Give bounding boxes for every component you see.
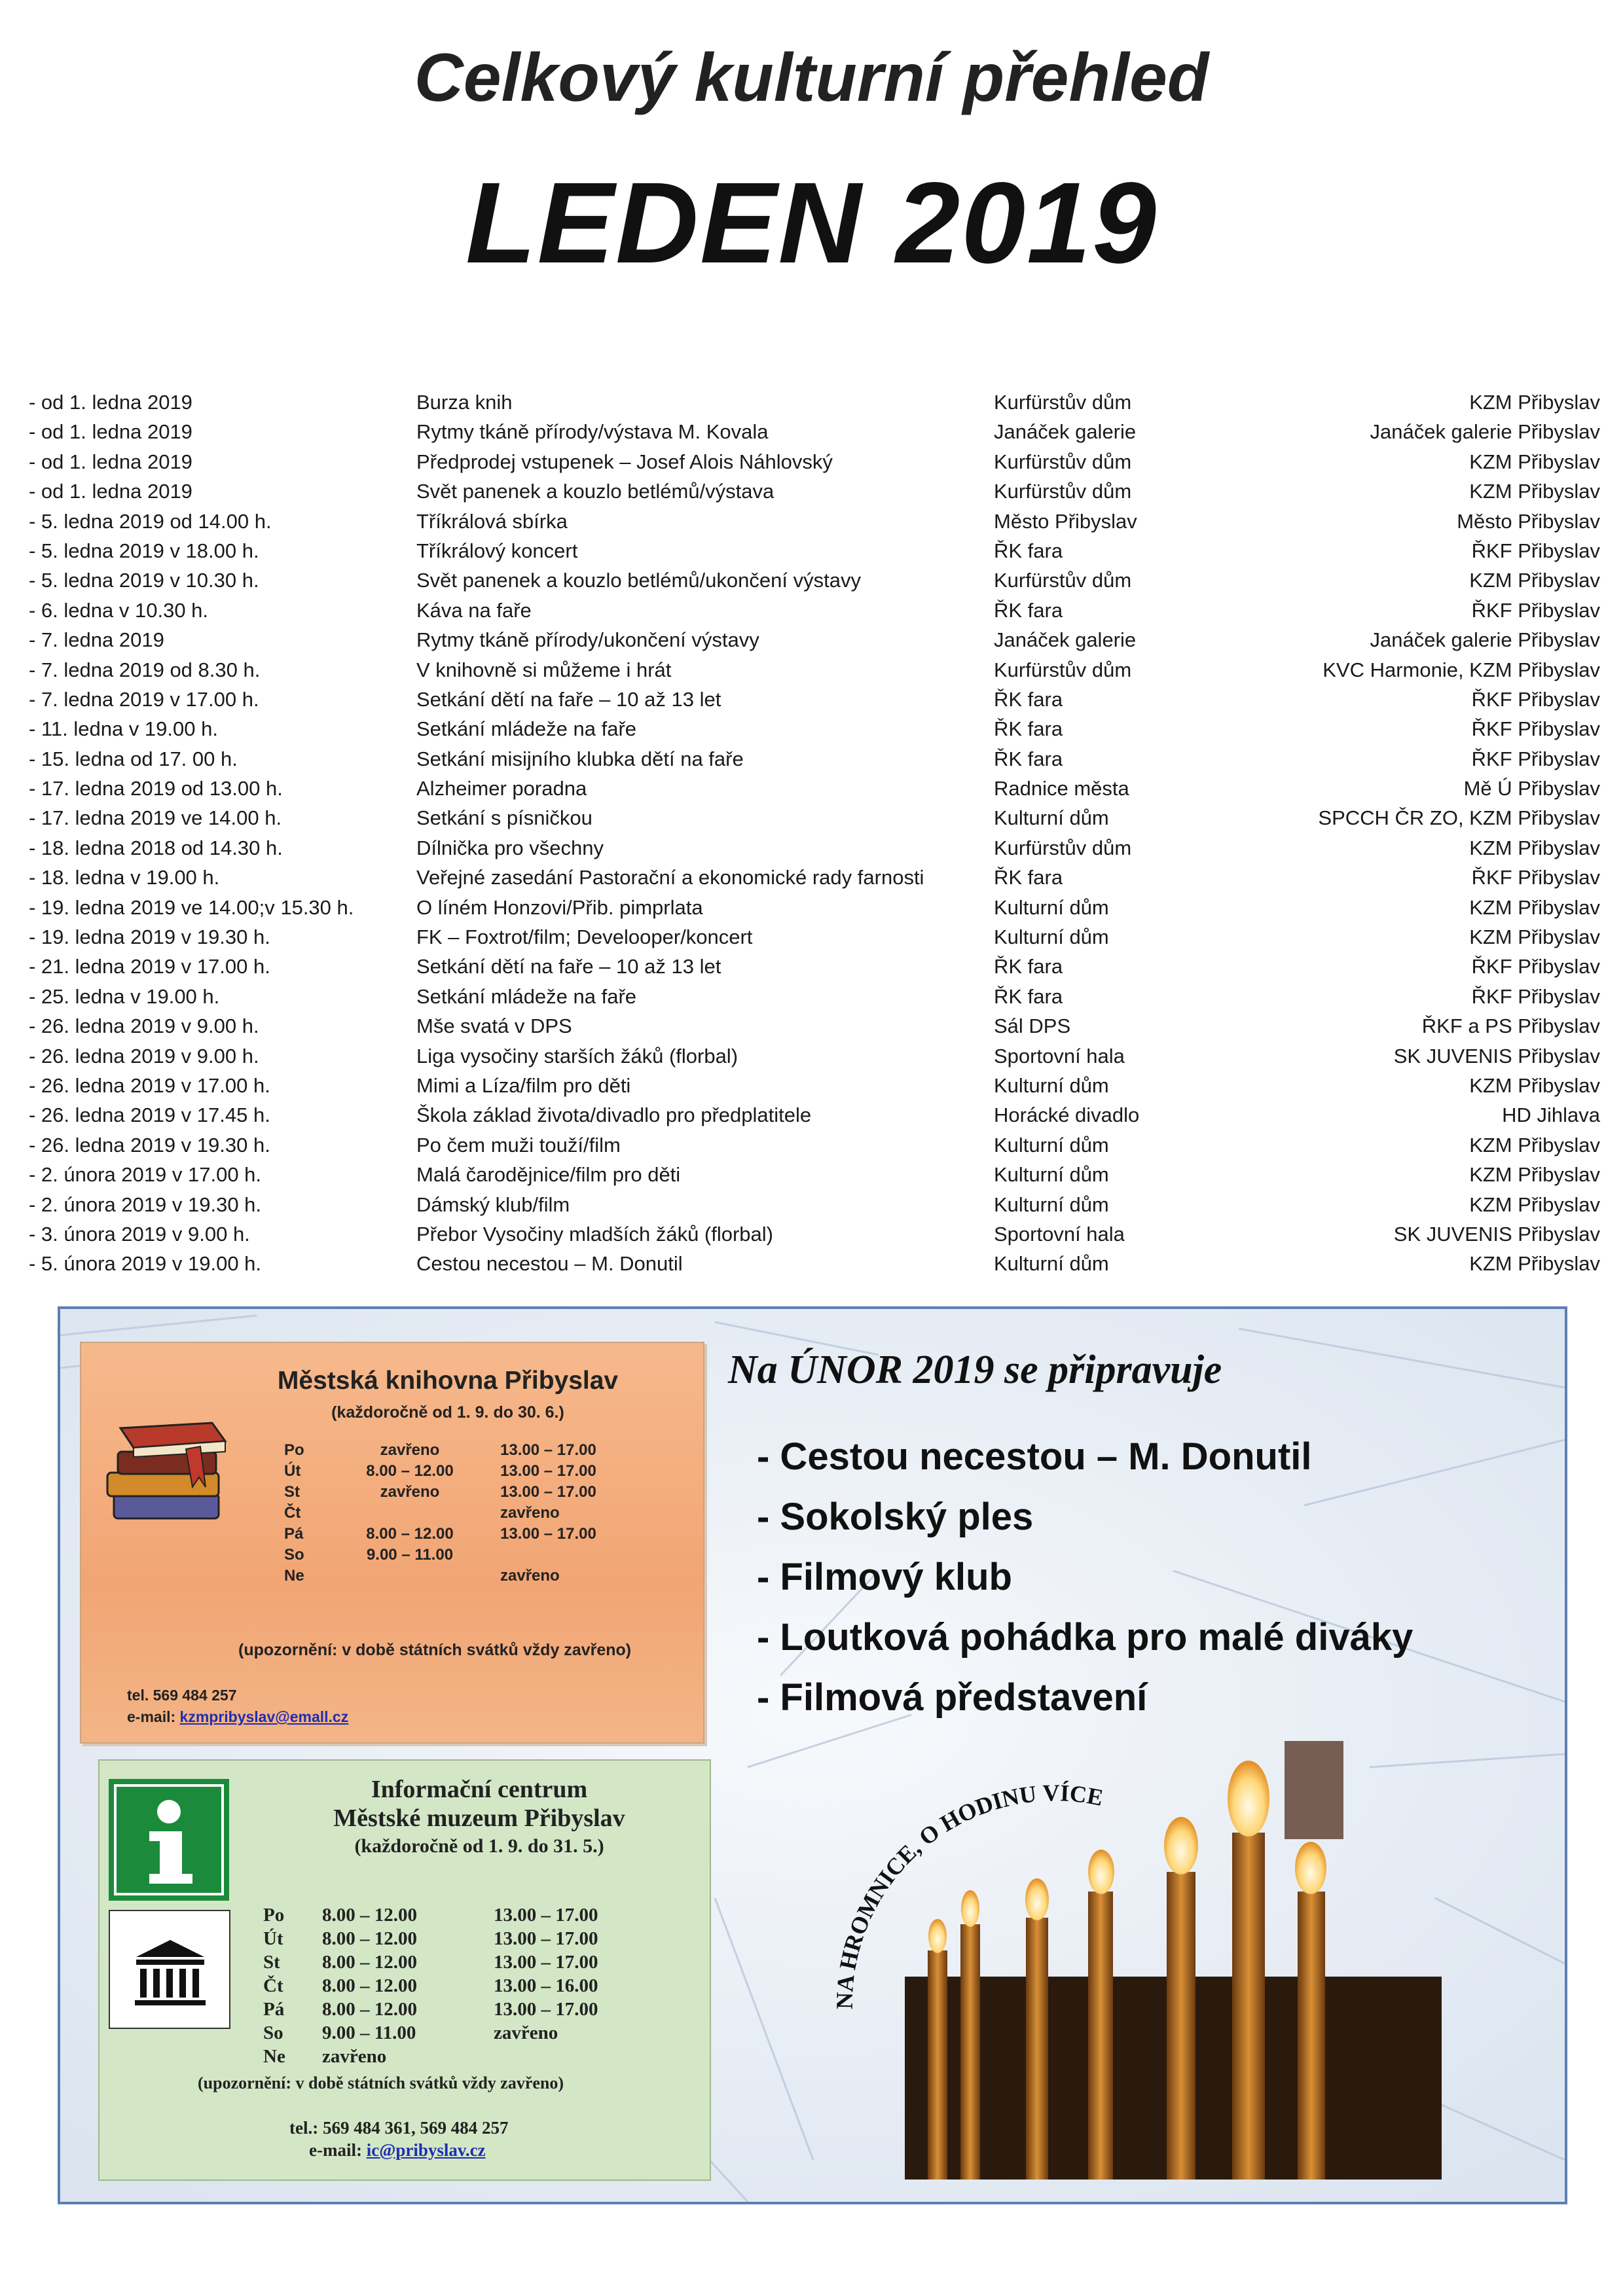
event-organizer: KZM Přibyslav xyxy=(1469,1252,1600,1276)
event-row xyxy=(29,1041,1600,1071)
event-place: Kulturní dům xyxy=(994,1193,1109,1216)
event-organizer: KVC Harmonie, KZM Přibyslav xyxy=(1322,658,1600,681)
museum-title: Městské muzeum Přibyslav xyxy=(333,1804,625,1832)
library-hours-row xyxy=(284,1503,677,1524)
event-date: - 17. ledna 2019 ve 14.00 h. xyxy=(29,806,282,830)
info-center-title: Informační centrum xyxy=(371,1776,588,1803)
event-row xyxy=(29,1130,1600,1160)
event-date: - 25. ledna v 19.00 h. xyxy=(29,984,220,1008)
month-title: LEDEN 2019 xyxy=(465,159,1158,287)
library-hours-row xyxy=(284,1440,677,1461)
museum-icon xyxy=(109,1910,230,2029)
upcoming-item: - Filmová představení xyxy=(757,1676,1148,1719)
event-organizer: HD Jihlava xyxy=(1502,1103,1600,1127)
event-organizer: ŘKF Přibyslav xyxy=(1471,984,1600,1008)
library-hours-afternoon: 13.00 – 17.00 xyxy=(500,1525,596,1543)
event-date: - 5. ledna 2019 od 14.00 h. xyxy=(29,509,272,533)
event-date: - 2. února 2019 v 17.00 h. xyxy=(29,1163,262,1187)
library-hours-day: Út xyxy=(284,1462,301,1480)
event-place: Město Přibyslav xyxy=(994,509,1137,533)
info-center-email-link[interactable]: ic@pribyslav.cz xyxy=(366,2140,486,2160)
event-name: Setkání dětí na faře – 10 až 13 let xyxy=(416,687,721,711)
event-organizer: KZM Přibyslav xyxy=(1469,391,1600,414)
event-date: - 5. února 2019 v 19.00 h. xyxy=(29,1252,262,1276)
info-center-hours-afternoon: 13.00 – 17.00 xyxy=(494,1905,598,1926)
library-hours-morning: 8.00 – 12.00 xyxy=(366,1462,454,1480)
event-organizer: KZM Přibyslav xyxy=(1469,836,1600,859)
event-date: - od 1. ledna 2019 xyxy=(29,391,192,414)
event-date: - 7. ledna 2019 od 8.30 h. xyxy=(29,658,261,681)
event-name: Předprodej vstupenek – Josef Alois Náhlovský xyxy=(416,450,833,473)
event-row xyxy=(29,655,1600,685)
event-name: Setkání s písničkou xyxy=(416,806,593,830)
event-name: Alzheimer poradna xyxy=(416,777,587,800)
event-row xyxy=(29,507,1600,536)
event-row xyxy=(29,1249,1600,1278)
event-place: Sportovní hala xyxy=(994,1044,1125,1067)
upcoming-item: - Cestou necestou – M. Donutil xyxy=(757,1435,1312,1478)
event-row xyxy=(29,1219,1600,1249)
event-place: ŘK fara xyxy=(994,717,1063,741)
library-hours-row xyxy=(284,1566,677,1587)
info-center-hours-afternoon: 13.00 – 16.00 xyxy=(494,1975,598,1996)
event-date: - 21. ledna 2019 v 17.00 h. xyxy=(29,955,270,978)
info-center-note: (upozornění: v době státních svátků vždy zavřeno) xyxy=(198,2073,564,2092)
event-organizer: KZM Přibyslav xyxy=(1469,1163,1600,1187)
event-place: Kurfürstův dům xyxy=(994,658,1132,681)
upcoming-item: - Loutková pohádka pro malé diváky xyxy=(757,1616,1413,1659)
library-hours-morning: 9.00 – 11.00 xyxy=(366,1546,454,1564)
library-subtitle: (každoročně od 1. 9. do 30. 6.) xyxy=(331,1403,564,1422)
event-name: FK – Foxtrot/film; Develooper/koncert xyxy=(416,925,753,949)
event-row xyxy=(29,714,1600,744)
info-center-hours-day: Po xyxy=(263,1905,285,1926)
library-hours-day: St xyxy=(284,1483,300,1501)
event-name: Svět panenek a kouzlo betlémů/výstava xyxy=(416,480,775,503)
library-title: Městská knihovna Přibyslav xyxy=(277,1367,619,1395)
event-name: Malá čarodějnice/film pro děti xyxy=(416,1163,681,1187)
event-name: Setkání dětí na faře – 10 až 13 let xyxy=(416,955,721,978)
library-note: (upozornění: v době státních svátků vždy zavřeno) xyxy=(238,1641,632,1659)
event-organizer: KZM Přibyslav xyxy=(1469,925,1600,949)
upcoming-title: Na ÚNOR 2019 se připravuje xyxy=(728,1348,1222,1392)
event-date: - 7. ledna 2019 v 17.00 h. xyxy=(29,687,259,711)
library-hours-afternoon: zavřeno xyxy=(500,1504,560,1522)
event-organizer: Janáček galerie Přibyslav xyxy=(1370,628,1600,652)
event-row xyxy=(29,596,1600,625)
event-place: Kurfürstův dům xyxy=(994,836,1132,859)
info-center-hours-row xyxy=(263,2021,669,2045)
event-name: Dílnička pro všechny xyxy=(416,836,604,859)
upcoming-list xyxy=(757,1427,1413,1728)
info-center-subtitle: (každoročně od 1. 9. do 31. 5.) xyxy=(354,1835,604,1857)
event-organizer: Město Přibyslav xyxy=(1457,509,1600,533)
event-row xyxy=(29,1160,1600,1189)
library-hours-afternoon: 13.00 – 17.00 xyxy=(500,1441,596,1459)
info-center-box xyxy=(98,1759,711,2181)
library-box xyxy=(80,1342,704,1744)
library-hours-morning: 8.00 – 12.00 xyxy=(366,1525,454,1543)
event-date: - 6. ledna v 10.30 h. xyxy=(29,598,209,622)
library-email-label: e-mail: xyxy=(127,1708,176,1725)
event-organizer: KZM Přibyslav xyxy=(1469,569,1600,592)
event-place: ŘK fara xyxy=(994,984,1063,1008)
event-organizer: SPCCH ČR ZO, KZM Přibyslav xyxy=(1318,806,1600,830)
library-hours-row xyxy=(284,1524,677,1545)
event-row xyxy=(29,447,1600,476)
event-row xyxy=(29,982,1600,1011)
event-date: - 15. ledna od 17. 00 h. xyxy=(29,747,238,770)
event-place: Kulturní dům xyxy=(994,895,1109,919)
candles-caption-text: NA HROMNICE, O HODINU VÍCE xyxy=(831,1780,1106,2010)
event-place: ŘK fara xyxy=(994,866,1063,889)
library-hours-row xyxy=(284,1461,677,1482)
event-place: Sál DPS xyxy=(994,1014,1071,1038)
event-name: Mše svatá v DPS xyxy=(416,1014,572,1038)
event-row xyxy=(29,625,1600,655)
event-organizer: SK JUVENIS Přibyslav xyxy=(1393,1044,1600,1067)
event-place: Kurfürstův dům xyxy=(994,569,1132,592)
event-row xyxy=(29,1100,1600,1130)
event-row xyxy=(29,536,1600,565)
event-date: - 3. února 2019 v 9.00 h. xyxy=(29,1222,250,1246)
event-place: Kulturní dům xyxy=(994,1252,1109,1276)
info-center-hours-row xyxy=(263,1974,669,1998)
event-place: Janáček galerie xyxy=(994,628,1137,652)
event-place: Kulturní dům xyxy=(994,1133,1109,1157)
library-hours-day: Po xyxy=(284,1441,304,1459)
event-row xyxy=(29,774,1600,803)
event-row xyxy=(29,863,1600,892)
event-place: Kulturní dům xyxy=(994,1163,1109,1187)
event-name: Setkání misijního klubka dětí na faře xyxy=(416,747,744,770)
event-name: Mimi a Líza/film pro děti xyxy=(416,1073,631,1097)
info-center-hours-afternoon: 13.00 – 17.00 xyxy=(494,1952,598,1973)
info-center-hours-row xyxy=(263,1998,669,2021)
event-organizer: Janáček galerie Přibyslav xyxy=(1370,420,1600,444)
event-name: Svět panenek a kouzlo betlémů/ukončení výstavy xyxy=(416,569,861,592)
info-center-phone: tel.: 569 484 361, 569 484 257 xyxy=(289,2118,509,2138)
event-date: - od 1. ledna 2019 xyxy=(29,480,192,503)
event-place: ŘK fara xyxy=(994,747,1063,770)
event-organizer: ŘKF Přibyslav xyxy=(1471,598,1600,622)
event-name: Tříkrálový koncert xyxy=(416,539,578,562)
event-organizer: ŘKF Přibyslav xyxy=(1471,687,1600,711)
info-center-hours-morning: 8.00 – 12.00 xyxy=(322,1905,417,1926)
event-date: - od 1. ledna 2019 xyxy=(29,450,192,473)
library-hours-morning: zavřeno xyxy=(380,1441,440,1459)
event-name: O líném Honzovi/Přib. pimprlata xyxy=(416,895,703,919)
library-hours-day: Ne xyxy=(284,1567,304,1585)
info-center-hours-row xyxy=(263,1950,669,1974)
event-organizer: KZM Přibyslav xyxy=(1469,895,1600,919)
event-name: Po čem muži touží/film xyxy=(416,1133,621,1157)
info-center-hours-afternoon: 13.00 – 17.00 xyxy=(494,1999,598,2020)
event-row xyxy=(29,952,1600,981)
event-place: Horácké divadlo xyxy=(994,1103,1140,1127)
event-place: Sportovní hala xyxy=(994,1222,1125,1246)
event-date: - 26. ledna 2019 v 17.45 h. xyxy=(29,1103,270,1127)
event-place: Kurfürstův dům xyxy=(994,450,1132,473)
library-hours-afternoon: 13.00 – 17.00 xyxy=(500,1462,596,1480)
event-organizer: Mě Ú Přibyslav xyxy=(1463,777,1600,800)
info-center-hours-day: Čt xyxy=(263,1975,283,1996)
info-center-hours-morning: 9.00 – 11.00 xyxy=(322,2022,416,2043)
event-name: Káva na faře xyxy=(416,598,532,622)
event-date: - 26. ledna 2019 v 19.30 h. xyxy=(29,1133,270,1157)
event-organizer: KZM Přibyslav xyxy=(1469,1133,1600,1157)
event-date: - 26. ledna 2019 v 17.00 h. xyxy=(29,1073,270,1097)
event-organizer: ŘKF Přibyslav xyxy=(1471,955,1600,978)
event-row xyxy=(29,417,1600,446)
event-place: ŘK fara xyxy=(994,687,1063,711)
library-hours-day: So xyxy=(284,1546,304,1564)
info-center-email-line xyxy=(309,2140,486,2161)
event-date: - 7. ledna 2019 xyxy=(29,628,164,652)
event-organizer: ŘKF Přibyslav xyxy=(1471,539,1600,562)
event-row xyxy=(29,685,1600,714)
event-place: Kulturní dům xyxy=(994,1073,1109,1097)
event-organizer: KZM Přibyslav xyxy=(1469,1073,1600,1097)
event-place: Radnice města xyxy=(994,777,1129,800)
event-place: Kurfürstův dům xyxy=(994,480,1132,503)
event-row xyxy=(29,744,1600,774)
event-name: Rytmy tkáně přírody/ukončení výstavy xyxy=(416,628,759,652)
event-name: Cestou necestou – M. Donutil xyxy=(416,1252,683,1276)
info-center-hours-row xyxy=(263,1927,669,1950)
event-organizer: KZM Přibyslav xyxy=(1469,450,1600,473)
event-date: - 19. ledna 2019 ve 14.00;v 15.30 h. xyxy=(29,895,354,919)
books-icon xyxy=(101,1415,238,1539)
event-place: Kulturní dům xyxy=(994,806,1109,830)
page-title: Celkový kulturní přehled xyxy=(414,40,1209,116)
event-date: - 18. ledna v 19.00 h. xyxy=(29,866,220,889)
event-date: - od 1. ledna 2019 xyxy=(29,420,192,444)
event-row xyxy=(29,803,1600,833)
event-date: - 18. ledna 2018 od 14.30 h. xyxy=(29,836,283,859)
event-name: Veřejné zasedání Pastorační a ekonomické rady farnosti xyxy=(416,866,924,889)
info-center-email-label: e-mail: xyxy=(309,2140,362,2160)
info-center-hours-day: Út xyxy=(263,1928,283,1949)
info-center-hours-morning: 8.00 – 12.00 xyxy=(322,1952,417,1973)
library-hours xyxy=(284,1440,677,1587)
event-organizer: ŘKF Přibyslav xyxy=(1471,866,1600,889)
event-place: ŘK fara xyxy=(994,598,1063,622)
upcoming-item: - Filmový klub xyxy=(757,1556,1012,1598)
library-email-line xyxy=(127,1708,348,1726)
info-center-hours-morning: zavřeno xyxy=(322,2046,387,2067)
info-center-hours-row xyxy=(263,2045,669,2068)
event-place: ŘK fara xyxy=(994,955,1063,978)
event-row xyxy=(29,565,1600,595)
info-panel xyxy=(58,1306,1567,2204)
library-hours-afternoon: zavřeno xyxy=(500,1567,560,1585)
info-center-hours-day: St xyxy=(263,1952,280,1973)
event-place: Kurfürstův dům xyxy=(994,391,1132,414)
event-row xyxy=(29,1011,1600,1041)
event-name: Rytmy tkáně přírody/výstava M. Kovala xyxy=(416,420,769,444)
event-date: - 19. ledna 2019 v 19.30 h. xyxy=(29,925,270,949)
event-date: - 5. ledna 2019 v 18.00 h. xyxy=(29,539,259,562)
info-center-hours-day: Ne xyxy=(263,2046,285,2067)
info-center-hours-row xyxy=(263,1903,669,1927)
info-icon xyxy=(109,1779,229,1901)
event-date: - 26. ledna 2019 v 9.00 h. xyxy=(29,1014,259,1038)
info-center-hours xyxy=(263,1903,669,2068)
event-organizer: ŘKF a PS Přibyslav xyxy=(1421,1014,1600,1038)
event-name: Dámský klub/film xyxy=(416,1193,570,1216)
event-date: - 5. ledna 2019 v 10.30 h. xyxy=(29,569,259,592)
event-organizer: ŘKF Přibyslav xyxy=(1471,717,1600,741)
event-row xyxy=(29,1071,1600,1100)
library-email-link[interactable]: kzmpribyslav@emall.cz xyxy=(179,1708,349,1725)
library-hours-row xyxy=(284,1482,677,1503)
candles-image xyxy=(813,1728,1468,2186)
upcoming-item: - Sokolský ples xyxy=(757,1496,1034,1538)
event-row xyxy=(29,476,1600,506)
event-row xyxy=(29,1190,1600,1219)
event-organizer: ŘKF Přibyslav xyxy=(1471,747,1600,770)
event-date: - 2. února 2019 v 19.30 h. xyxy=(29,1193,262,1216)
library-hours-morning: zavřeno xyxy=(380,1483,440,1501)
event-place: Janáček galerie xyxy=(994,420,1137,444)
info-center-hours-morning: 8.00 – 12.00 xyxy=(322,1975,417,1996)
info-center-hours-afternoon: zavřeno xyxy=(494,2022,558,2043)
event-name: Setkání mládeže na faře xyxy=(416,717,637,741)
info-center-hours-day: Pá xyxy=(263,1999,285,2020)
info-center-hours-day: So xyxy=(263,2022,283,2043)
event-place: Kulturní dům xyxy=(994,925,1109,949)
library-phone: tel. 569 484 257 xyxy=(127,1687,237,1704)
library-hours-row xyxy=(284,1545,677,1566)
info-center-hours-afternoon: 13.00 – 17.00 xyxy=(494,1928,598,1949)
event-row xyxy=(29,893,1600,922)
event-name: Setkání mládeže na faře xyxy=(416,984,637,1008)
event-row xyxy=(29,922,1600,952)
events-list xyxy=(29,387,1600,1279)
event-place: ŘK fara xyxy=(994,539,1063,562)
event-organizer: KZM Přibyslav xyxy=(1469,480,1600,503)
library-hours-day: Pá xyxy=(284,1525,304,1543)
library-hours-day: Čt xyxy=(284,1504,301,1522)
info-center-hours-morning: 8.00 – 12.00 xyxy=(322,1999,417,2020)
event-date: - 26. ledna 2019 v 9.00 h. xyxy=(29,1044,259,1067)
event-row xyxy=(29,387,1600,417)
event-organizer: KZM Přibyslav xyxy=(1469,1193,1600,1216)
event-name: Burza knih xyxy=(416,391,513,414)
event-name: Liga vysočiny starších žáků (florbal) xyxy=(416,1044,739,1067)
event-name: Škola základ života/divadlo pro předplatitele xyxy=(416,1103,812,1127)
event-name: Tříkrálová sbírka xyxy=(416,509,568,533)
library-hours-afternoon: 13.00 – 17.00 xyxy=(500,1483,596,1501)
event-date: - 17. ledna 2019 od 13.00 h. xyxy=(29,777,283,800)
event-name: V knihovně si můžeme i hrát xyxy=(416,658,672,681)
info-center-hours-morning: 8.00 – 12.00 xyxy=(322,1928,417,1949)
event-date: - 11. ledna v 19.00 h. xyxy=(29,717,218,741)
event-row xyxy=(29,833,1600,863)
event-name: Přebor Vysočiny mladších žáků (florbal) xyxy=(416,1222,773,1246)
event-organizer: SK JUVENIS Přibyslav xyxy=(1393,1222,1600,1246)
